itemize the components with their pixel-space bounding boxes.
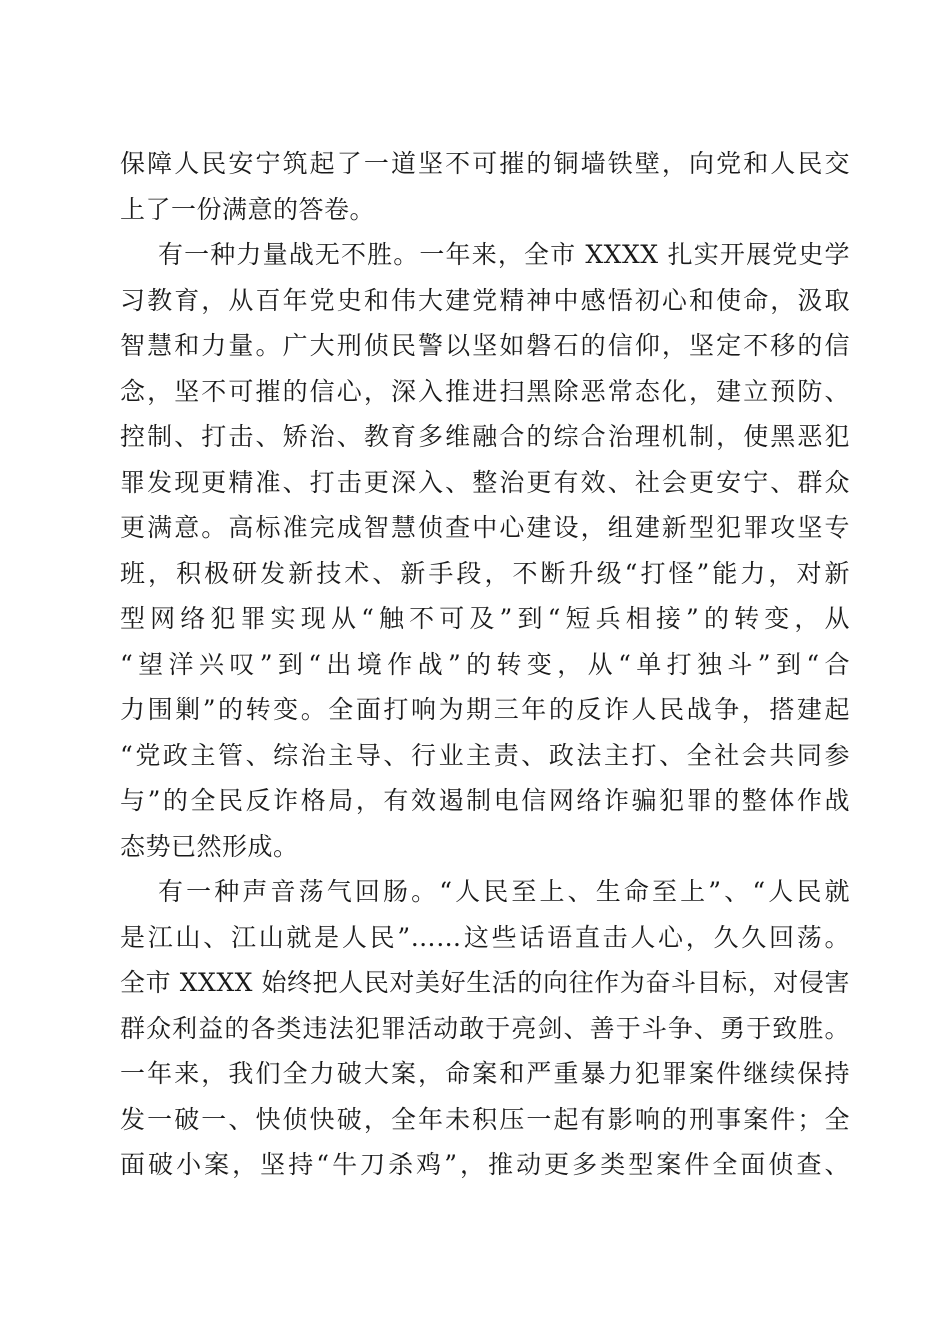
text-line: 面破小案，坚持“牛刀杀鸡”，推动更多类型案件全面侦查、 xyxy=(120,1150,850,1179)
text-line: 是江山、江山就是人民”……这些话语直击人心，久久回荡。 xyxy=(120,922,850,952)
text-line: 上了一份满意的答卷。 xyxy=(120,194,376,224)
text-line: 一年来，我们全力破大案，命案和严重暴力犯罪案件继续保持 xyxy=(120,1059,850,1088)
text-line: 态势已然形成。 xyxy=(120,831,299,861)
paragraph-start-line: 有一种声音荡气回肠。“人民至上、生命至上”、“人民就 xyxy=(158,877,850,906)
text-line: 习教育，从百年党史和伟大建党精神中感悟初心和使命，汲取 xyxy=(120,285,850,315)
text-line: 型网络犯罪实现从“触不可及”到“短兵相接”的转变，从 xyxy=(120,604,850,633)
text-line: 力围剿”的转变。全面打响为期三年的反诈人民战争，搭建起 xyxy=(120,695,850,724)
text-line: 发一破一、快侦快破，全年未积压一起有影响的刑事案件；全 xyxy=(120,1104,850,1134)
text-line: 保障人民安宁筑起了一道坚不可摧的铜墙铁壁，向党和人民交 xyxy=(120,149,850,178)
text-line: “望洋兴叹”到“出境作战”的转变，从“单打独斗”到“合 xyxy=(120,649,850,679)
text-line: 智慧和力量。广大刑侦民警以坚如磐石的信仰，坚定不移的信 xyxy=(120,331,850,360)
text-line: 控制、打击、矫治、教育多维融合的综合治理机制，使黑恶犯 xyxy=(120,422,850,451)
text-line: “党政主管、综治主导、行业主责、政法主打、全社会共同参 xyxy=(120,740,850,770)
text-line: 班，积极研发新技术、新手段，不断升级“打怪”能力，对新 xyxy=(120,558,850,588)
text-line: 群众利益的各类违法犯罪活动敢于亮剑、善于斗争、勇于致胜。 xyxy=(120,1013,850,1043)
text-line: 全市 XXXX 始终把人民对美好生活的向往作为奋斗目标，对侵害 xyxy=(120,968,850,997)
text-line: 与”的全民反诈格局，有效遏制电信网络诈骗犯罪的整体作战 xyxy=(120,786,850,815)
text-line: 念，坚不可摧的信心，深入推进扫黑除恶常态化，建立预防、 xyxy=(120,376,850,406)
text-line: 更满意。高标准完成智慧侦查中心建设，组建新型犯罪攻坚专 xyxy=(120,513,850,542)
text-line: 罪发现更精准、打击更深入、整治更有效、社会更安宁、群众 xyxy=(120,467,850,497)
body-text xyxy=(120,141,850,1188)
paragraph-start-line: 有一种力量战无不胜。一年来，全市 XXXX 扎实开展党史学 xyxy=(158,240,850,269)
